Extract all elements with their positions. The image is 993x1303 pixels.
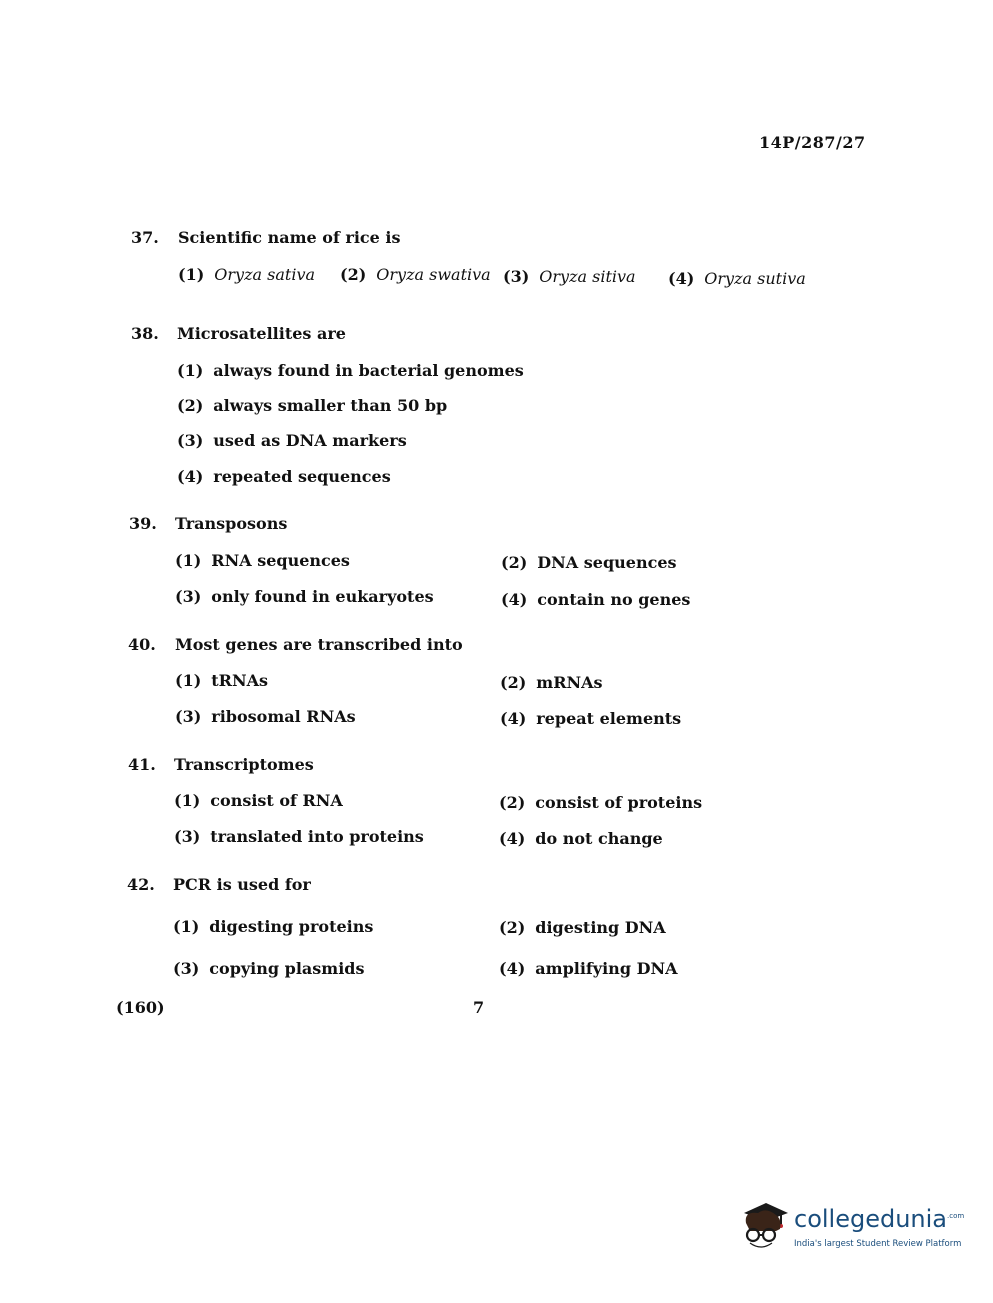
- question-number: 39.: [129, 514, 157, 533]
- option-1: [177, 361, 524, 380]
- option-2: [499, 918, 666, 937]
- option-number: (2): [340, 265, 367, 284]
- option-number: (3): [175, 587, 202, 606]
- option-4: [668, 269, 806, 288]
- question-text: Transcriptomes: [174, 755, 314, 774]
- option-number: (1): [177, 361, 204, 380]
- option-number: (1): [175, 551, 202, 570]
- option-text: always smaller than 50 bp: [213, 396, 448, 415]
- option-number: (3): [174, 827, 201, 846]
- option-text: translated into proteins: [210, 827, 424, 846]
- option-text: consist of RNA: [210, 791, 343, 810]
- option-number: (1): [178, 265, 205, 284]
- option-number: (3): [173, 959, 200, 978]
- option-number: (4): [500, 709, 527, 728]
- option-text: RNA sequences: [211, 551, 350, 570]
- option-number: (1): [175, 671, 202, 690]
- option-text: digesting DNA: [535, 918, 666, 937]
- option-number: (3): [503, 267, 530, 286]
- option-text: digesting proteins: [209, 917, 374, 936]
- question-number: 38.: [131, 324, 159, 343]
- option-text: Oryza sativa: [214, 265, 316, 284]
- option-3: [175, 707, 356, 726]
- option-text: only found in eukaryotes: [211, 587, 434, 606]
- option-number: (2): [499, 918, 526, 937]
- option-number: (4): [499, 959, 526, 978]
- option-text: mRNAs: [536, 673, 603, 692]
- option-4: [499, 829, 663, 848]
- option-number: (4): [499, 829, 526, 848]
- option-3: [174, 827, 424, 846]
- option-1: [175, 671, 268, 690]
- option-text: DNA sequences: [537, 553, 677, 572]
- option-number: (3): [177, 431, 204, 450]
- logo-suffix: .com: [947, 1212, 965, 1220]
- question-text: Microsatellites are: [177, 324, 346, 343]
- option-4: [177, 467, 391, 486]
- logo-name: collegedunia: [794, 1205, 948, 1233]
- option-1: [173, 917, 373, 936]
- option-number: (3): [175, 707, 202, 726]
- question-number: 37.: [131, 228, 159, 247]
- option-text: Oryza sutiva: [704, 269, 806, 288]
- option-3: [173, 959, 365, 978]
- option-number: (1): [173, 917, 200, 936]
- paper-code: 14P/287/27: [759, 133, 866, 152]
- option-number: (4): [501, 590, 528, 609]
- option-2: [500, 673, 603, 692]
- option-1: [178, 265, 315, 284]
- option-text: do not change: [535, 829, 663, 848]
- option-2: [501, 553, 677, 572]
- option-text: ribosomal RNAs: [211, 707, 356, 726]
- booklet-code: (160): [116, 998, 165, 1017]
- option-3: [177, 431, 407, 450]
- page-number: 7: [473, 998, 485, 1017]
- option-text: used as DNA markers: [213, 431, 407, 450]
- option-1: [175, 551, 350, 570]
- option-4: [500, 709, 681, 728]
- question-number: 42.: [127, 875, 155, 894]
- option-1: [174, 791, 343, 810]
- option-3: [175, 587, 434, 606]
- option-text: amplifying DNA: [535, 959, 678, 978]
- option-number: (2): [499, 793, 526, 812]
- question-number: 41.: [128, 755, 156, 774]
- option-4: [501, 590, 690, 609]
- question-text: Most genes are transcribed into: [175, 635, 463, 654]
- option-number: (4): [668, 269, 695, 288]
- option-text: tRNAs: [211, 671, 269, 690]
- collegedunia-logo: [736, 1195, 966, 1265]
- option-number: (2): [501, 553, 528, 572]
- option-text: copying plasmids: [209, 959, 365, 978]
- option-2: [177, 396, 447, 415]
- option-text: always found in bacterial genomes: [213, 361, 524, 380]
- option-text: Oryza swativa: [376, 265, 491, 284]
- logo-tagline: India's largest Student Review Platform: [794, 1239, 962, 1249]
- option-2: [499, 793, 702, 812]
- option-number: (1): [174, 791, 201, 810]
- question-text: Scientific name of rice is: [178, 228, 401, 247]
- logo-wordmark: [794, 1205, 964, 1233]
- option-number: (2): [500, 673, 527, 692]
- option-text: contain no genes: [537, 590, 691, 609]
- option-4: [499, 959, 677, 978]
- question-number: 40.: [128, 635, 156, 654]
- question-text: Transposons: [175, 514, 288, 533]
- question-text: PCR is used for: [173, 875, 311, 894]
- mascot-icon: [736, 1195, 794, 1255]
- option-text: consist of proteins: [535, 793, 703, 812]
- option-number: (2): [177, 396, 204, 415]
- option-3: [503, 267, 636, 286]
- option-number: (4): [177, 467, 204, 486]
- option-text: repeated sequences: [213, 467, 391, 486]
- option-text: Oryza sitiva: [539, 267, 636, 286]
- option-2: [340, 265, 491, 284]
- option-text: repeat elements: [536, 709, 682, 728]
